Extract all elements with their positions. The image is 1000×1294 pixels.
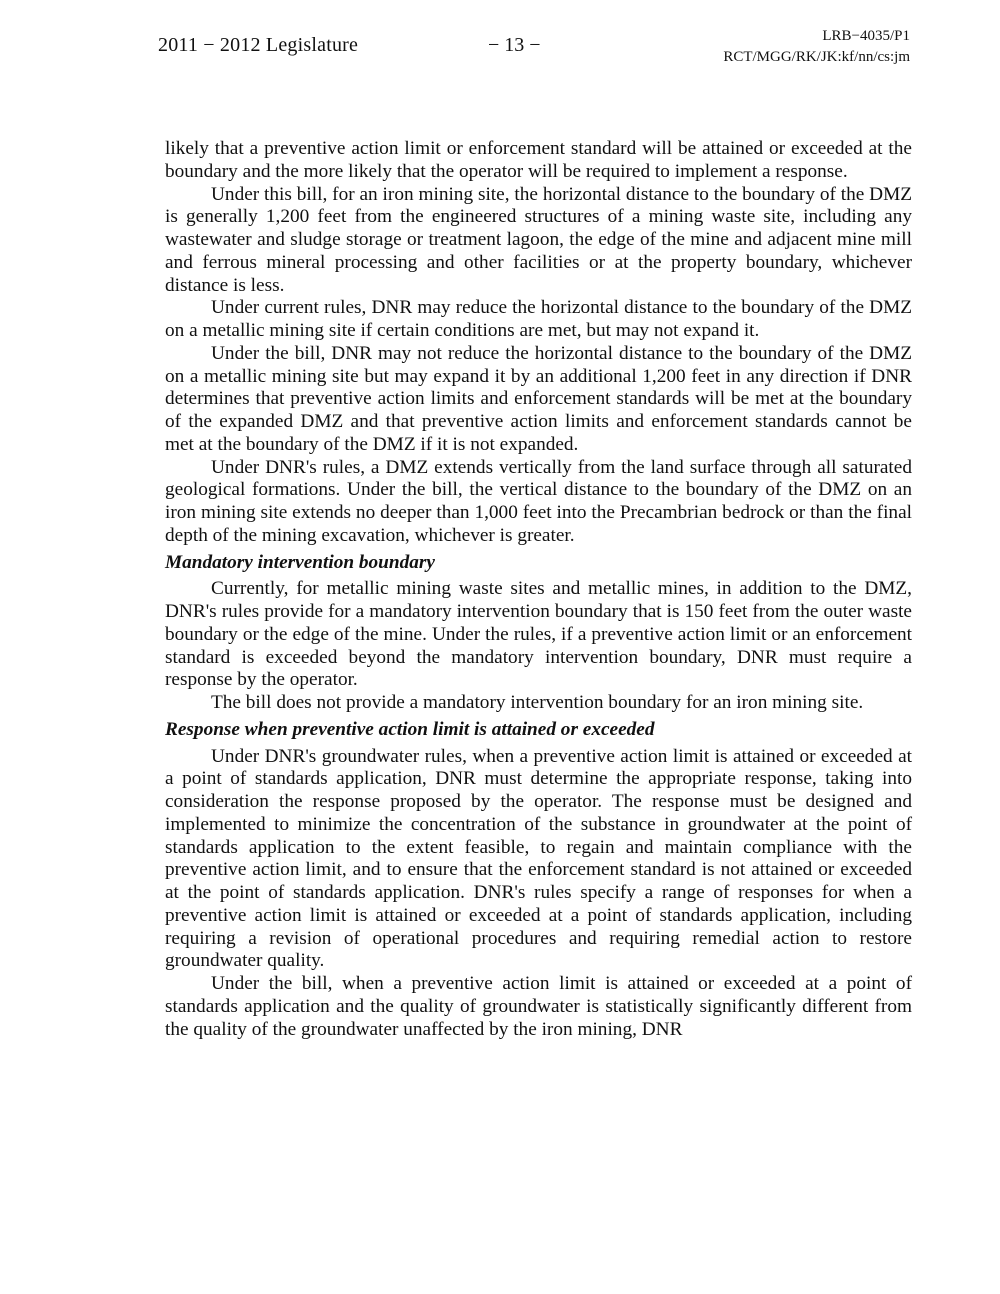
paragraph: Under the bill, DNR may not reduce the horizontal distance to the boundary of the DMZ on a metallic mining site but may expand it by an additional 1,200 feet in any direction if DNR determines that preventive action limits and enforcement standards will be met at the boundary of the expanded DMZ and that preventive action limits and enforcement standards cannot be met at the boundary of the DMZ if it is not expanded. bbox=[165, 342, 912, 455]
paragraph: Under DNR's rules, a DMZ extends vertically from the land surface through all saturated geological formations. Under the bill, the vertical distance to the boundary of the DMZ on an iron mining site extends no deeper than 1,000 feet into the Precambrian bedrock or than the final depth of the mining excavation, whichever is greater. bbox=[165, 456, 912, 546]
paragraph: The bill does not provide a mandatory intervention boundary for an iron mining site. bbox=[211, 692, 864, 713]
legislature-label: 2011 − 2012 Legislature bbox=[158, 34, 359, 56]
paragraph: Under the bill, when a preventive action limit is attained or exceeded at a point of standards application and the quality of groundwater is statistically significantly different from the quality of the groundwater unaffected by the iron mining, DNR bbox=[165, 973, 912, 1040]
page-number: − 13 − bbox=[488, 34, 541, 56]
document-identifier bbox=[723, 26, 910, 68]
drafter-initials: RCT/MGG/RK/JK:kf/nn/cs:jm bbox=[723, 49, 910, 65]
page-header bbox=[0, 0, 1000, 80]
document-body bbox=[165, 138, 912, 1041]
section-heading: Mandatory intervention boundary bbox=[165, 551, 435, 573]
doc-id: LRB−4035/P1 bbox=[822, 28, 910, 44]
section-heading: Response when preventive action limit is attained or exceeded bbox=[165, 718, 655, 740]
paragraph: Under this bill, for an iron mining site, the horizontal distance to the boundary of the DMZ is generally 1,200 feet from the engineered structures of a mining waste site, including any wastewater and sludge storage or treatment lagoon, the edge of the mine and adjacent mine mill and ferrous mineral processing and other facilities or at the property boundary, whichever distance is less. bbox=[165, 183, 912, 296]
paragraph: Currently, for metallic mining waste sites and metallic mines, in addition to the DMZ, DNR's rules provide for a mandatory intervention boundary that is 150 feet from the outer waste boundary or the edge of the mine. Under the rules, if a preventive action limit or an enforcement standard is exceeded beyond the mandatory intervention boundary, DNR must require a response by the operator. bbox=[165, 578, 912, 691]
paragraph: Under current rules, DNR may reduce the horizontal distance to the boundary of the DMZ on a metallic mining site if certain conditions are met, but may not expand it. bbox=[165, 297, 912, 341]
paragraph: likely that a preventive action limit or enforcement standard will be attained or exceeded at the boundary and the more likely that the operator will be required to implement a response. bbox=[165, 138, 912, 182]
paragraph: Under DNR's groundwater rules, when a preventive action limit is attained or exceeded at a point of standards application, DNR must determine the appropriate response, taking into consideration the response proposed by the operator. The response must be designed and implemented to minimize the concentration of the substance in groundwater at the point of standards application to the extent feasible, to regain and maintain compliance with the preventive action limit, and to ensure that the enforcement standard is not attained or exceeded at the point of standards application. DNR's rules specify a range of responses for when a preventive action limit is attained or exceeded at a point of standards application, including requiring a revision of operational procedures and requiring remedial action to restore groundwater quality. bbox=[165, 745, 912, 972]
